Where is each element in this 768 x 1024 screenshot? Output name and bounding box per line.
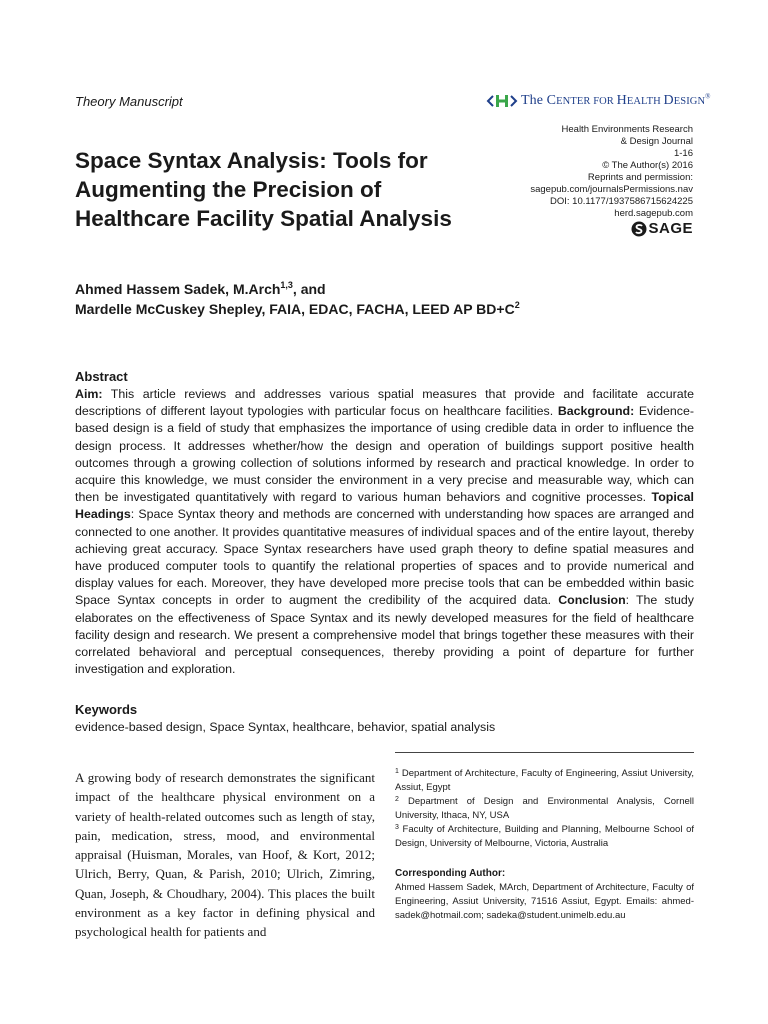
article-title (75, 146, 535, 233)
journal-line: sagepub.com/journalsPermissions.nav (530, 184, 693, 195)
abstract-body: Aim: This article reviews and addresses various spatial measures that provide and facilitate accurate descriptions of different layout typologies with particular focus on healthcare facilities. Background: Evidence-based design is a field of study that emphasizes the importance of using credible data in order to influence the design process. It addresses whether/how the design and operation of buildings support positive health outcomes through a growing collection of solutions informed by research and practical knowledge. In order to acquire this knowledge, we must consider the environment in a very precise and measurable way, which can then be investigated quantitatively with regard to various human behaviors and cognitive processes. Topical Headings: Space Syntax theory and methods are concerned with understanding how spaces are arranged and connected to one another. It provides quantitative measures of individual spaces and of the entire layout, thereby achieving great accuracy. Space Syntax researchers have used graph theory to define spatial measures and have produced computer tools to quantify the relational properties of spaces and to provide numerical and display values for each. Moreover, they have developed more precise tools that can be embedded within basic Space Syntax concepts in order to augment the credibility of the acquired data. Conclusion: The study elaborates on the effectiveness of Space Syntax and its newly developed measures for the field of healthcare facility design and research. We present a comprehensive model that brings together these measures with their correlated behavioral and perceptual consequences, thereby providing a point of departure for further investigation and exploration. (75, 387, 695, 677)
title-line: Healthcare Facility Spatial Analysis (75, 206, 452, 231)
affiliation-item: $^3$ Faculty of Architecture, Building and Planning, Melbourne School of Design, University of Melbourne, Victoria, Australia (395, 824, 694, 849)
author-line (75, 299, 520, 319)
journal-line: 1-16 (673, 148, 693, 159)
author-name: Mardelle McCuskey Shepley, FAIA, EDAC, FACHA, LEED AP BD+C (75, 301, 515, 317)
author-list (75, 279, 520, 319)
journal-line: Reprints and permission: (587, 172, 693, 183)
affiliation-marker: 2 (514, 300, 520, 310)
sage-wordmark: SAGE (648, 220, 693, 237)
journal-line: herd.sagepub.com (614, 208, 693, 219)
chd-logo-icon (486, 93, 518, 109)
affiliation-item: $^2$ Department of Design and Environmental Analysis, Cornell University, Ithaca, NY, USA (395, 796, 694, 821)
sage-s-icon (631, 221, 647, 237)
journal-line: Health Environments Research (561, 124, 693, 135)
author-line: Ahmed Hassem Sadek, M.Arch$^{1,3}$, and (75, 280, 326, 297)
journal-line: DOI: 10.1177/1937586715624225 (550, 196, 693, 207)
sage-logo (631, 220, 693, 237)
footnote-divider (395, 752, 694, 753)
author-name: Ahmed Hassem Sadek, M.Arch (75, 281, 281, 297)
abstract-heading: Abstract (75, 369, 128, 384)
keywords-text: evidence-based design, Space Syntax, healthcare, behavior, spatial analysis (75, 720, 496, 734)
affiliations (395, 767, 694, 851)
corresponding-author-heading: Corresponding Author: (395, 868, 506, 879)
journal-line: & Design Journal (620, 136, 693, 147)
affiliation-item: $^1$ Department of Architecture, Faculty of Engineering, Assiut University, Assiut, Egypt (395, 768, 694, 793)
center-for-health-design-logo (486, 92, 711, 109)
body-paragraph: A growing body of research demonstrates the significant impact of the healthcare physical environment on a variety of health-related outcomes such as length of stay, pain, medication, stress, mood, and environmental appraisal (Huisman, Morales, van Hoof, & Kort, 2012; Ulrich, Berry, Quan, & Parish, 2010; Ulrich, Zimring, Quan, Joseph, & Choudhary, 2004). This places the built environment as a key factor in defining physical and psychological health for patients and (75, 770, 375, 940)
journal-line: © The Author(s) 2016 (602, 160, 693, 171)
corresponding-author-details: Ahmed Hassem Sadek, MArch, Department of Architecture, Faculty of Engineering, Assiut University, 71516 Assiut, Egypt. Emails: ahmed-sadek@hotmail.com; sadeka@student.unimelb.edu.au (395, 882, 694, 921)
title-line: Augmenting the Precision of (75, 177, 382, 202)
section-label: Theory Manuscript (75, 94, 183, 109)
title-line: Space Syntax Analysis: Tools for (75, 148, 428, 173)
affiliation-marker: 1,3 (280, 280, 293, 290)
logo-wordmark: The CENTER FOR HEALTH DESIGN® (521, 92, 711, 108)
keywords-heading: Keywords (75, 702, 138, 717)
